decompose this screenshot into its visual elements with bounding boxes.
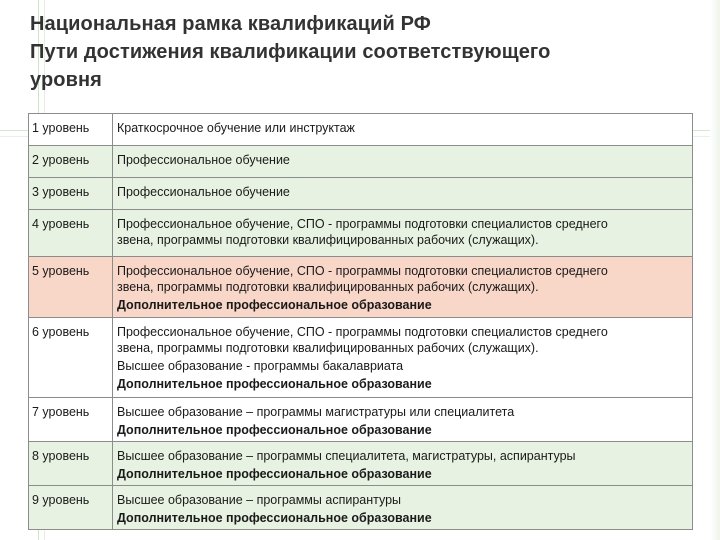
level-cell: 6 уровень	[29, 318, 113, 398]
table-row	[29, 257, 693, 318]
description-line: звена, программы подготовки квалифицированных рабочих (служащих).	[117, 341, 539, 355]
description-line: звена, программы подготовки квалифицированных рабочих (служащих).	[117, 280, 539, 294]
table-row	[29, 210, 693, 257]
description-line: Высшее образование – программы аспирантуры	[117, 493, 402, 507]
additional-education-line: Дополнительное профессиональное образование	[117, 467, 432, 481]
description-cell	[113, 486, 693, 530]
additional-education-line: Дополнительное профессиональное образование	[117, 423, 432, 437]
description-cell	[113, 178, 693, 210]
decorative-right-band	[710, 0, 720, 540]
level-cell: 3 уровень	[29, 178, 113, 210]
description-line: Профессиональное обучение, СПО - программы подготовки специалистов среднего	[117, 217, 608, 231]
description-line: Профессиональное обучение, СПО - программы подготовки специалистов среднего	[117, 325, 608, 339]
title-line-3: уровня	[30, 69, 102, 91]
level-cell: 4 уровень	[29, 210, 113, 257]
description-cell	[113, 114, 693, 146]
level-cell: 5 уровень	[29, 257, 113, 318]
description-cell	[113, 146, 693, 178]
level-cell: 9 уровень	[29, 486, 113, 530]
description-cell	[113, 318, 693, 398]
title-line-1: Национальная рамка квалификаций РФ	[30, 13, 431, 35]
description-cell	[113, 210, 693, 257]
title-line-2: Пути достижения квалификации соответствующего	[30, 41, 551, 63]
page-title	[30, 10, 690, 94]
table-row	[29, 146, 693, 178]
description-line: Профессиональное обучение	[117, 185, 290, 199]
qualification-levels-table	[28, 113, 693, 530]
additional-education-line: Дополнительное профессиональное образование	[117, 298, 432, 312]
description-line: Краткосрочное обучение или инструктаж	[117, 121, 355, 135]
table-row	[29, 486, 693, 530]
description-cell	[113, 442, 693, 486]
description-line: Высшее образование – программы магистратуры или специалитета	[117, 405, 515, 419]
description-line: Профессиональное обучение, СПО - программы подготовки специалистов среднего	[117, 264, 608, 278]
level-cell: 7 уровень	[29, 398, 113, 442]
description-line: звена, программы подготовки квалифицированных рабочих (служащих).	[117, 233, 539, 247]
description-cell	[113, 398, 693, 442]
additional-education-line: Дополнительное профессиональное образование	[117, 377, 432, 391]
description-line: Профессиональное обучение	[117, 153, 290, 167]
table-row	[29, 398, 693, 442]
table-row	[29, 318, 693, 398]
table-row	[29, 442, 693, 486]
level-cell: 1 уровень	[29, 114, 113, 146]
level-cell: 8 уровень	[29, 442, 113, 486]
level-cell: 2 уровень	[29, 146, 113, 178]
description-cell	[113, 257, 693, 318]
description-line: Высшее образование - программы бакалавриата	[117, 359, 404, 373]
table-row	[29, 178, 693, 210]
description-line: Высшее образование – программы специалитета, магистратуры, аспирантуры	[117, 449, 576, 463]
table-row	[29, 114, 693, 146]
additional-education-line: Дополнительное профессиональное образование	[117, 511, 432, 525]
